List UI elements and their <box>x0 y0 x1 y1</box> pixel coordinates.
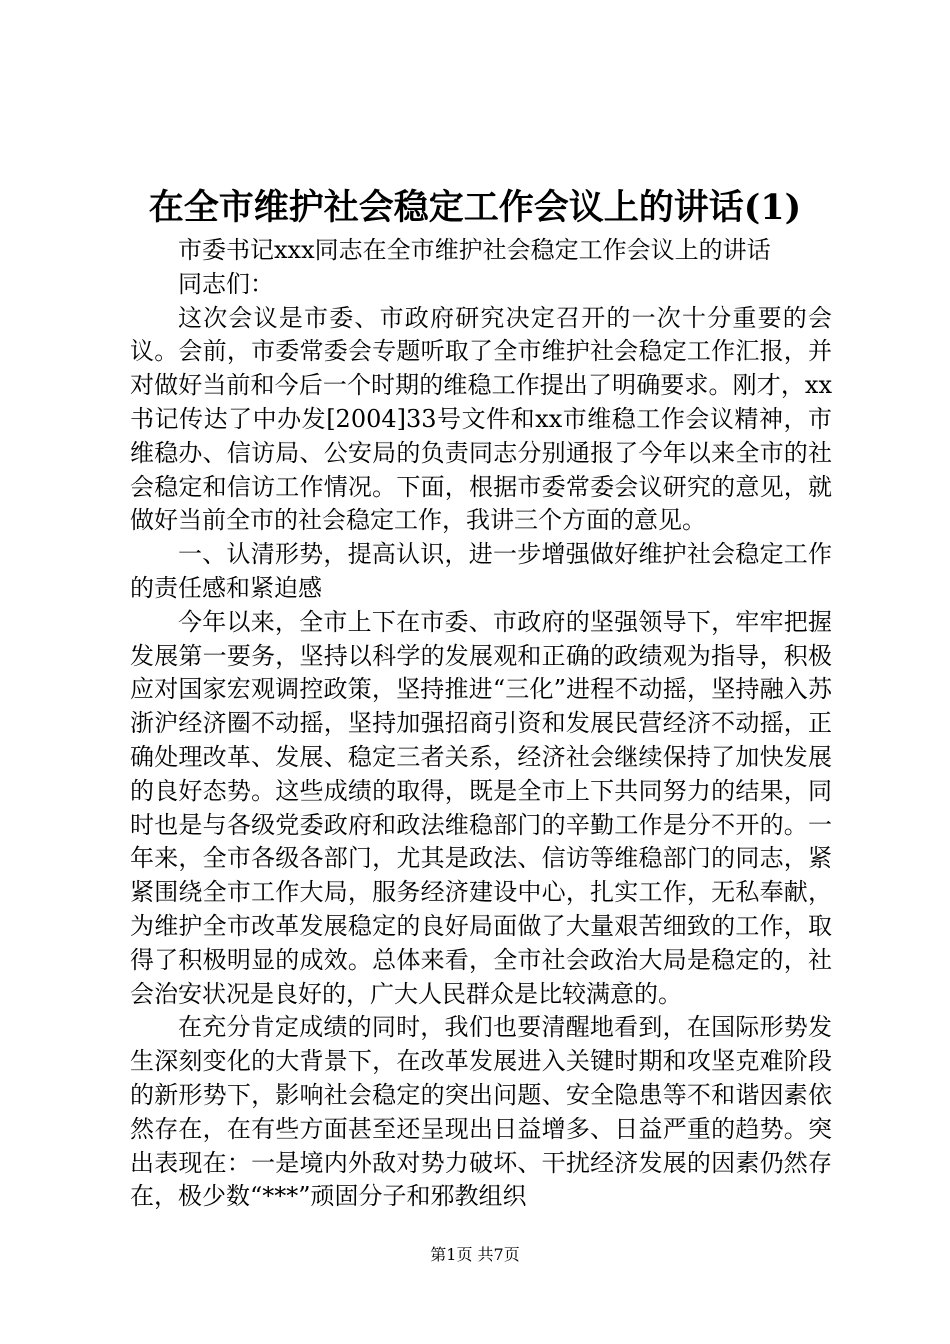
paragraph-salutation: 同志们： <box>178 269 274 298</box>
document-body <box>130 234 832 1214</box>
paragraph-problems: 在充分肯定成绩的同时，我们也要清醒地看到，在国际形势发生深刻变化的大背景下，在改革发展进入关键时期和攻坚克难阶段的新形势下，影响社会稳定的突出问题、安全隐患等不和谐因素依然存在，在有些方面甚至还呈现出日益增多、日益严重的趋势。突出表现在：一是境内外敌对势力破坏、干扰经济发展的因素仍然存在，极少数“***”顽固分子和邪教组织 <box>130 1013 832 1211</box>
paragraph-achievements: 今年以来，全市上下在市委、市政府的坚强领导下，牢牢把握发展第一要务，坚持以科学的发展观和正确的政绩观为指导，积极应对国家宏观调控政策，坚持推进“三化”进程不动摇，坚持融入苏浙沪经济圈不动摇，坚持加强招商引资和发展民营经济不动摇，正确处理改革、发展、稳定三者关系，经济社会继续保持了加快发展的良好态势。这些成绩的取得，既是全市上下共同努力的结果，同时也是与各级党委政府和政法维稳部门的辛勤工作是分不开的。一年来，全市各级各部门，尤其是政法、信访等维稳部门的同志，紧紧围绕全市工作大局，服务经济建设中心，扎实工作，无私奉献，为维护全市改革发展稳定的良好局面做了大量艰苦细致的工作，取得了积极明显的成效。总体来看，全市社会政治大局是稳定的，社会治安状况是良好的，广大人民群众是比较满意的。 <box>130 607 832 1008</box>
page-number-footer: 第1页 共7页 <box>430 1245 520 1264</box>
section-heading-one: 一、认清形势，提高认识，进一步增强做好维护社会稳定工作的责任感和紧迫感 <box>130 540 832 602</box>
paragraph-intro: 这次会议是市委、市政府研究决定召开的一次十分重要的会议。会前，市委常委会专题听取了全市维护社会稳定工作汇报，并对做好当前和今后一个时期的维稳工作提出了明确要求。刚才，xx书记传达了中办发[2004]33号文件和xx市维稳工作会议精神，市维稳办、信访局、公安局的负责同志分别通报了今年以来全市的社会稳定和信访工作情况。下面，根据市委常委会议研究的意见，就做好当前全市的社会稳定工作，我讲三个方面的意见。 <box>130 303 832 535</box>
paragraph-subtitle: 市委书记xxx同志在全市维护社会稳定工作会议上的讲话 <box>178 236 771 264</box>
document-title: 在全市维护社会稳定工作会议上的讲话(1) <box>148 187 802 228</box>
